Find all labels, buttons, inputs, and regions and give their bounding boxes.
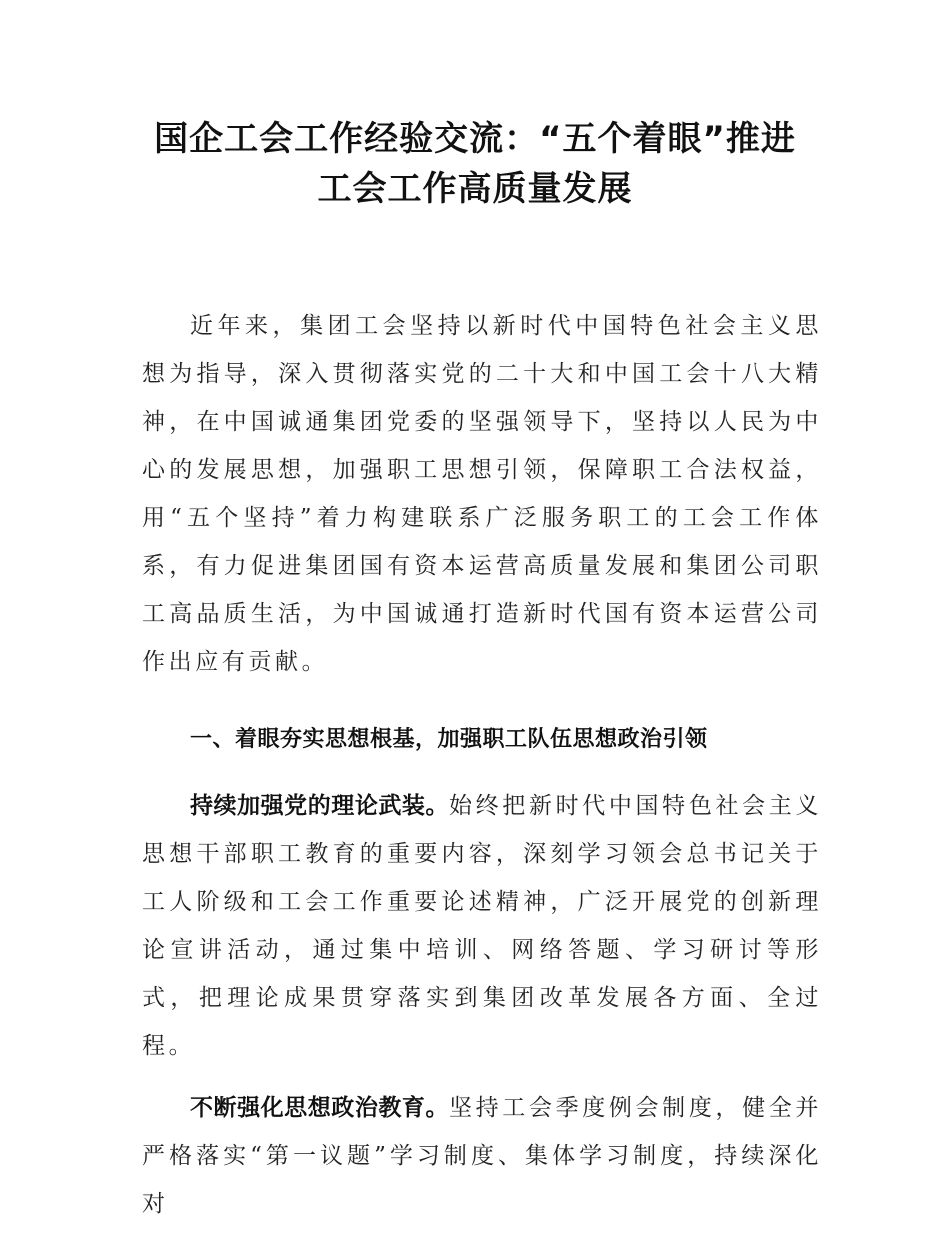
section-heading: 一、着眼夯实思想根基，加强职工队伍思想政治引领 xyxy=(190,727,708,752)
title-line-2: 工会工作高质量发展 xyxy=(317,169,633,209)
paragraph-text: 坚持工会季度例会制度，健全并严格落实“第一议题”学习制度、集体学习制度，持续深化对 xyxy=(142,1095,823,1217)
paragraph-lead: 持续加强党的理论武装。 xyxy=(190,793,450,819)
paragraph-text: 始终把新时代中国特色社会主义思想干部职工教育的重要内容，深刻学习领会总书记关于工人阶级和工会工作重要论述精神，广泛开展党的创新理论宣讲活动，通过集中培训、网络答题、学习研讨等形式，把理论成果贯穿落实到集团改革发展各方面、全过程。 xyxy=(142,793,823,1059)
paragraph-theory xyxy=(142,782,822,1070)
document-title xyxy=(60,114,890,214)
document-body xyxy=(142,302,822,1242)
paragraph-lead: 不断强化思想政治教育。 xyxy=(190,1095,450,1121)
title-line-1: 国企工会工作经验交流：“五个着眼”推进 xyxy=(154,119,796,159)
intro-paragraph: 近年来，集团工会坚持以新时代中国特色社会主义思想为指导，深入贯彻落实党的二十大和中国工会十八大精神，在中国诚通集团党委的坚强领导下，坚持以人民为中心的发展思想，加强职工思想引领，保障职工合法权益，用“五个坚持”着力构建联系广泛服务职工的工会工作体系，有力促进集团国有资本运营高质量发展和集团公司职工高品质生活，为中国诚通打造新时代国有资本运营公司作出应有贡献。 xyxy=(142,313,822,675)
paragraph-education xyxy=(142,1084,822,1228)
